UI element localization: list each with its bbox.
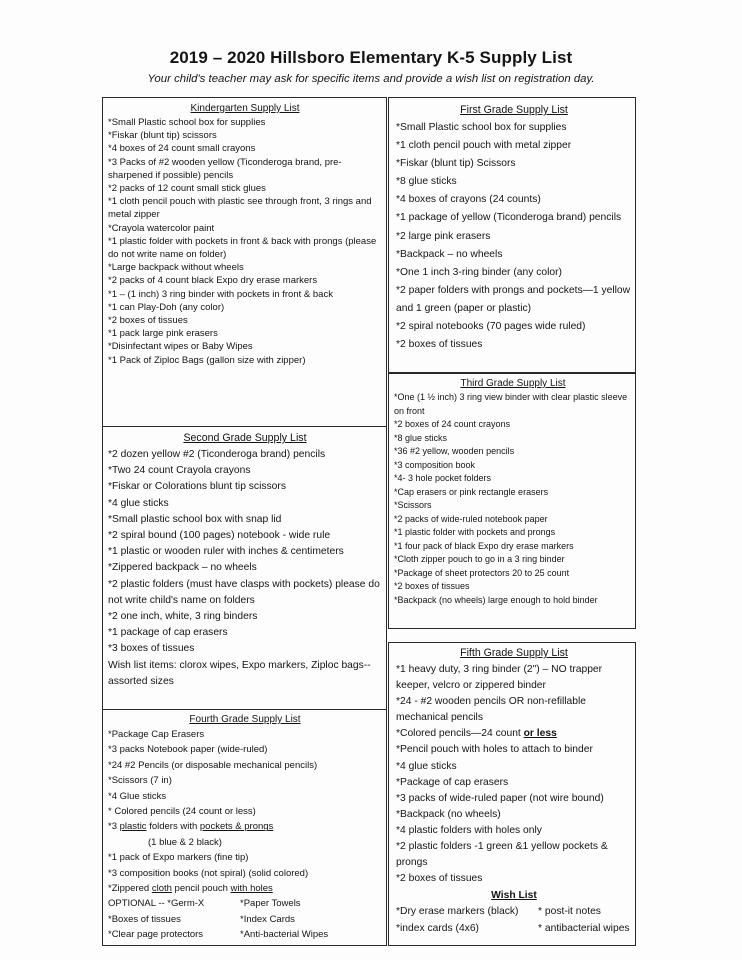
- list-item: *1 plastic folder with pockets and prongs: [394, 527, 556, 537]
- list-item: *Fiskar (blunt tip) scissors: [108, 130, 217, 142]
- wish-item: *index cards (4x6): [396, 922, 479, 934]
- list-item: *Pencil pouch with holes to attach to binder: [396, 744, 593, 756]
- fourth-grade-heading: Fourth Grade Supply List: [189, 714, 301, 725]
- underlined-text: or less: [523, 728, 557, 740]
- list-item: *2 large pink erasers: [396, 230, 491, 242]
- list-item: *One 1 inch 3-ring binder (any color): [396, 266, 562, 278]
- list-item: (1 blue & 2 black): [148, 836, 222, 848]
- list-item: *1 pack of Expo markers (fine tip): [108, 852, 249, 864]
- list-item: *3 packs of wide-ruled paper (not wire bound): [396, 792, 604, 804]
- page-subtitle: Your child's teacher may ask for specific items and provide a wish list on registration day.: [147, 73, 595, 85]
- kindergarten-heading: Kindergarten Supply List: [190, 103, 300, 114]
- list-item: *4- 3 hole pocket folders: [394, 473, 492, 483]
- second-grade-section: [108, 431, 382, 690]
- list-item: *3 composition books (not spiral) (solid colored): [108, 867, 309, 879]
- list-item: *2 one inch, white, 3 ring binders: [108, 611, 258, 623]
- list-item: *3 packs Notebook paper (wide-ruled): [108, 744, 268, 756]
- list-item: *4 plastic folders with holes only: [396, 824, 542, 836]
- list-item: *4 Glue sticks: [108, 790, 167, 802]
- list-item: *2 paper folders with prongs and pockets—1 yellow and 1 green (paper or plastic): [396, 284, 631, 314]
- list-item: *1 package of cap erasers: [108, 627, 228, 639]
- list-item: *1 – (1 inch) 3 ring binder with pockets in front & back: [108, 288, 333, 300]
- list-item: *1 pack large pink erasers: [108, 328, 218, 340]
- text-fragment: folders with: [146, 821, 200, 833]
- list-item: *Fiskar (blunt tip) Scissors: [396, 158, 516, 170]
- fifth-grade-section: [396, 646, 632, 937]
- underlined-text: cloth: [151, 883, 172, 895]
- list-item: *One (1 ½ inch) 3 ring view binder with clear plastic sleeve on front: [394, 392, 628, 416]
- list-item: *Fiskar or Colorations blunt tip scissors: [108, 481, 286, 493]
- list-item: *24 - #2 wooden pencils OR non-refillable mechanical pencils: [396, 696, 587, 724]
- list-item: *Zippered backpack – no wheels: [108, 562, 257, 574]
- second-grade-heading: Second Grade Supply List: [183, 432, 307, 444]
- list-item: *Large backpack without wheels: [108, 262, 244, 274]
- first-grade-heading: First Grade Supply List: [460, 104, 568, 116]
- text-fragment: pencil pouch: [171, 883, 231, 895]
- list-item: *4 boxes of 24 count small crayons: [108, 143, 256, 155]
- list-item: *Backpack – no wheels: [396, 248, 503, 260]
- list-item: *2 plastic folders -1 green &1 yellow pockets & prongs: [396, 841, 608, 869]
- list-item: *36 #2 yellow, wooden pencils: [394, 446, 515, 456]
- list-item: *Backpack (no wheels): [396, 808, 501, 820]
- list-item: * Colored pencils (24 count or less): [108, 806, 256, 818]
- list-item: *3 composition book: [394, 459, 476, 470]
- optional-row: [108, 927, 382, 942]
- list-item: *Scissors (7 in): [108, 775, 172, 787]
- list-item: *Package Cap Erasers: [108, 729, 205, 740]
- text-fragment: *3: [108, 821, 120, 833]
- list-item: *2 boxes of 24 count crayons: [394, 419, 511, 429]
- second-grade-list: [108, 447, 382, 690]
- list-item: *Scissors: [394, 500, 432, 510]
- list-item: *2 spiral bound (100 pages) notebook - wide rule: [108, 530, 331, 542]
- list-item: *2 packs of wide-ruled notebook paper: [394, 513, 548, 524]
- list-item: *2 dozen yellow #2 (Ticonderoga brand) pencils: [108, 449, 326, 460]
- optional-row: [108, 896, 382, 911]
- list-item: [108, 819, 382, 834]
- optional-item: *Index Cards: [240, 913, 295, 925]
- list-item: *4 glue sticks: [108, 497, 169, 509]
- list-item: *1 four pack of black Expo dry erase markers: [394, 540, 574, 551]
- third-grade-heading: Third Grade Supply List: [460, 378, 566, 389]
- optional-item: *Anti-bacterial Wipes: [240, 929, 329, 941]
- list-item: *2 spiral notebooks (70 pages wide ruled): [396, 321, 586, 333]
- list-item: [108, 881, 382, 896]
- list-item: *2 boxes of tissues: [396, 873, 483, 885]
- list-item: *1 can Play-Doh (any color): [108, 301, 225, 313]
- list-item: *2 boxes of tissues: [396, 339, 483, 351]
- wish-list-row: [396, 904, 632, 920]
- fifth-grade-heading: Fifth Grade Supply List: [460, 647, 568, 659]
- list-item: *Disinfectant wipes or Baby Wipes: [108, 341, 253, 353]
- list-item: *1 cloth pencil pouch with plastic see through front, 3 rings and metal zipper: [108, 196, 372, 221]
- list-item: *Crayola watercolor paint: [108, 222, 215, 234]
- list-item: *2 packs of 4 count black Expo dry erase markers: [108, 275, 318, 287]
- kindergarten-list: [108, 116, 382, 367]
- list-item: *Backpack (no wheels) large enough to hold binder: [394, 594, 598, 605]
- optional-item: *Clear page protectors: [108, 929, 204, 941]
- list-item: *1 Pack of Ziploc Bags (gallon size with zipper): [108, 354, 306, 366]
- third-grade-list: [394, 391, 632, 607]
- list-item: *8 glue sticks: [394, 432, 448, 443]
- list-item: *4 boxes of crayons (24 counts): [396, 194, 541, 206]
- wish-list-row: [396, 921, 632, 937]
- list-item: *2 boxes of tissues: [108, 315, 188, 327]
- text-fragment: *Zippered: [108, 883, 152, 895]
- underlined-text: pockets & prongs: [199, 821, 274, 833]
- wish-list-heading: Wish List: [491, 890, 537, 902]
- optional-item: OPTIONAL -- *Germ-X: [108, 898, 205, 910]
- first-grade-list: [396, 119, 632, 354]
- first-grade-section: [396, 102, 632, 354]
- list-item: *2 boxes of tissues: [394, 581, 470, 591]
- list-item: *1 plastic or wooden ruler with inches & centimeters: [108, 546, 344, 558]
- optional-item: *Paper Towels: [240, 898, 301, 910]
- list-item: *Cloth zipper pouch to go in a 3 ring binder: [394, 554, 565, 564]
- underlined-text: plastic: [119, 821, 147, 833]
- wish-item: * antibacterial wipes: [538, 922, 630, 934]
- list-item: *Small plastic school box with snap lid: [108, 513, 282, 525]
- underlined-text: with holes: [230, 883, 273, 895]
- list-item: *3 Packs of #2 wooden yellow (Ticonderoga brand, pre-sharpened if possible) pencils: [108, 156, 342, 181]
- list-item: *8 glue sticks: [396, 176, 457, 188]
- list-item: *1 plastic folder with pockets in front & back with prongs (please do not write name on folder): [108, 235, 377, 261]
- fifth-grade-list: [396, 662, 632, 887]
- list-item: *Small Plastic school box for supplies: [108, 117, 266, 128]
- text-fragment: *Colored pencils—24 count: [396, 728, 524, 740]
- wish-item: * post-it notes: [538, 906, 601, 918]
- list-item: *1 heavy duty, 3 ring binder (2") – NO trapper keeper, velcro or zippered binder: [396, 664, 603, 692]
- list-item: *1 package of yellow (Ticonderoga brand) pencils: [396, 212, 622, 224]
- list-item: *Small Plastic school box for supplies: [396, 122, 567, 133]
- list-item: *Package of sheet protectors 20 to 25 count: [394, 567, 570, 578]
- list-item: *Two 24 count Crayola crayons: [108, 465, 251, 477]
- list-item: *2 plastic folders (must have clasps with pockets) please do not write child's name on folders: [108, 578, 380, 606]
- list-item: *24 #2 Pencils (or disposable mechanical pencils): [108, 759, 318, 771]
- fourth-grade-section: [108, 713, 382, 943]
- emphasis-text: [524, 728, 557, 739]
- list-item: Wish list items: clorox wipes, Expo markers, Ziploc bags--assorted sizes: [108, 659, 371, 687]
- wish-item: *Dry erase markers (black): [396, 906, 519, 918]
- optional-item: *Boxes of tissues: [108, 913, 181, 925]
- fourth-grade-list: [108, 727, 382, 943]
- kindergarten-section: [108, 102, 382, 367]
- page-title: 2019 – 2020 Hillsboro Elementary K-5 Supply List: [169, 48, 573, 67]
- list-item: *1 cloth pencil pouch with metal zipper: [396, 140, 572, 152]
- list-item: *4 glue sticks: [396, 760, 457, 772]
- list-item: *2 packs of 12 count small stick glues: [108, 183, 266, 195]
- list-item: *Package of cap erasers: [396, 776, 509, 788]
- third-grade-section: [394, 377, 632, 607]
- list-item: *Cap erasers or pink rectangle erasers: [394, 486, 549, 497]
- list-item: *3 boxes of tissues: [108, 643, 195, 655]
- list-item: [396, 726, 632, 742]
- optional-row: [108, 912, 382, 927]
